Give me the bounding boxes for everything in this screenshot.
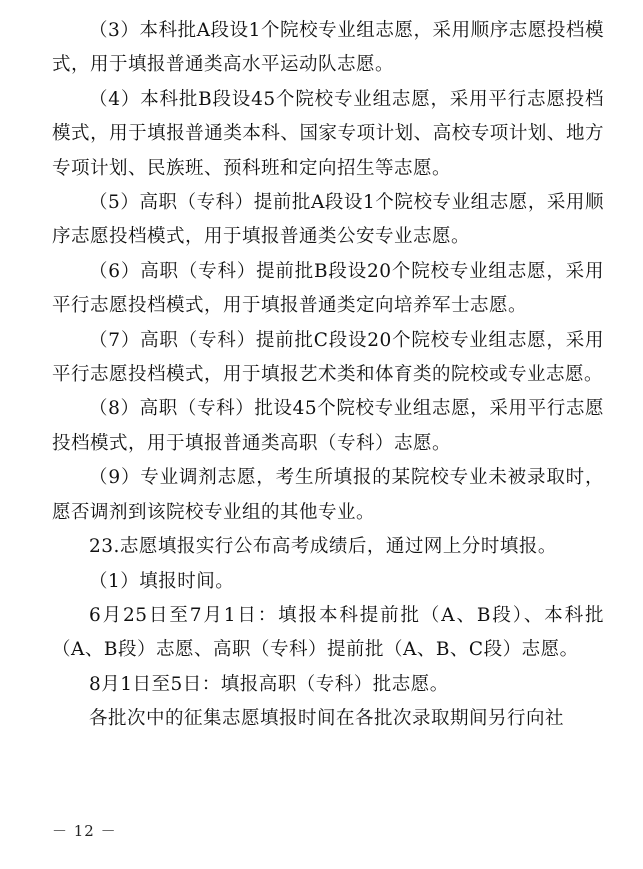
paragraph-item-5-vocational-advance-a: （5）高职（专科）提前批A段设1个院校专业组志愿，采用顺序志愿投档模式，用于填报普通类公安专业志愿。 <box>52 192 604 248</box>
paragraph-date-june: 6月25日至7月1日：填报本科提前批（A、B段）、本科批（A、B段）志愿、高职（专科）提前批（A、B、C段）志愿。 <box>52 604 604 661</box>
document-body <box>52 14 604 737</box>
paragraph-item-9-adjustment: （9）专业调剂志愿，考生所填报的某院校专业未被录取时，愿否调剂到该院校专业组的其他专业。 <box>52 467 604 523</box>
page-number: － 12 － <box>52 822 117 840</box>
paragraph-section-23: 23.志愿填报实行公布高考成绩后，通过网上分时填报。 <box>89 536 557 558</box>
paragraph-solicitation-note: 各批次中的征集志愿填报时间在各批次录取期间另行向社 <box>89 708 565 730</box>
paragraph-subsection-1-heading: （1）填报时间。 <box>89 570 235 592</box>
paragraph-item-4-batch-b: （4）本科批B段设45个院校专业组志愿，采用平行志愿投档模式，用于填报普通类本科、国家专项计划、高校专项计划、地方专项计划、民族班、预科班和定向招生等志愿。 <box>52 88 604 179</box>
paragraph-item-8-vocational-batch: （8）高职（专科）批设45个院校专业组志愿，采用平行志愿投档模式，用于填报普通类高职（专科）志愿。 <box>52 398 604 454</box>
paragraph-item-7-vocational-advance-c: （7）高职（专科）提前批C段设20个院校专业组志愿，采用平行志愿投档模式，用于填报艺术类和体育类的院校或专业志愿。 <box>52 329 604 386</box>
paragraph-item-3-batch-a: （3）本科批A段设1个院校专业组志愿，采用顺序志愿投档模式，用于填报普通类高水平运动队志愿。 <box>52 20 604 76</box>
paragraph-date-august: 8月1日至5日：填报高职（专科）批志愿。 <box>89 673 449 695</box>
paragraph-item-6-vocational-advance-b: （6）高职（专科）提前批B段设20个院校专业组志愿，采用平行志愿投档模式，用于填报普通类定向培养军士志愿。 <box>52 260 604 317</box>
